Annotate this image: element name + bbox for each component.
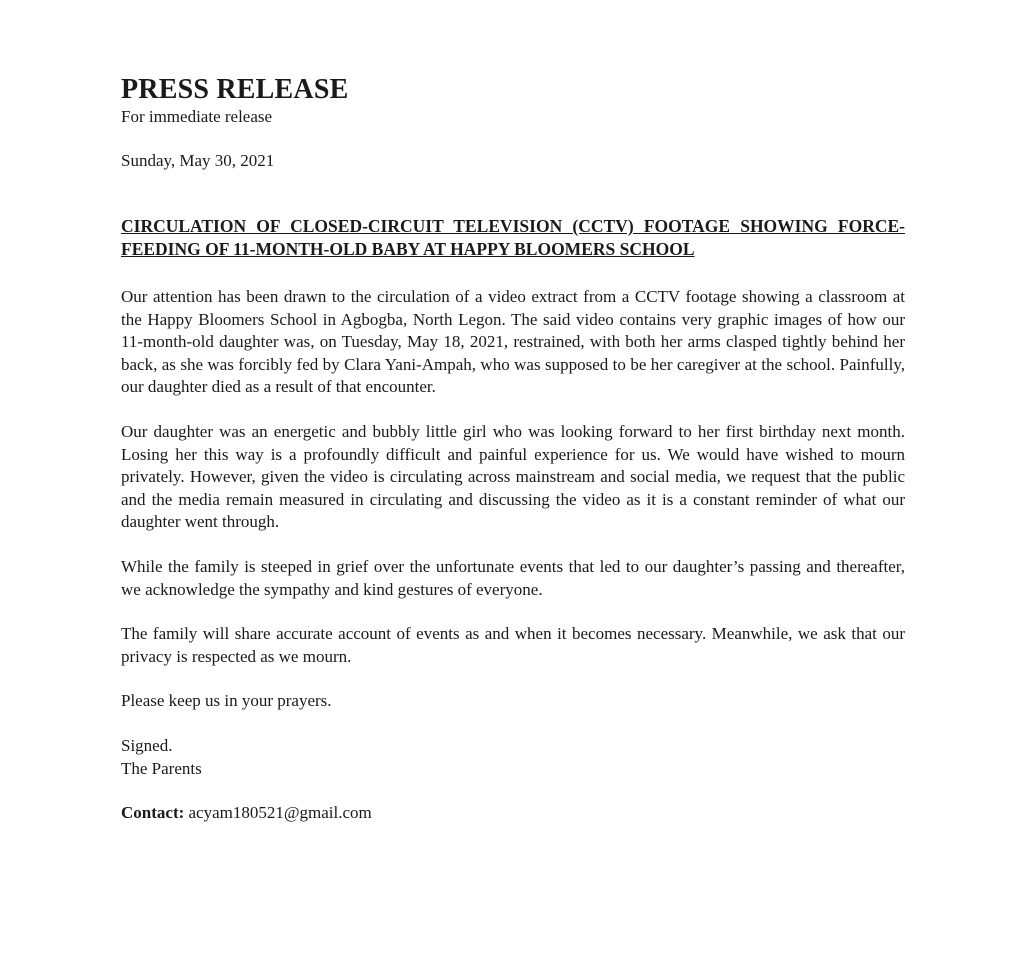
contact-email: acyam180521@gmail.com	[188, 803, 372, 823]
signed-label: Signed.	[121, 735, 173, 755]
press-release-document	[121, 74, 905, 825]
body-paragraph-4: The family will share accurate account of events as and when it becomes necessary. Meanwhile, we ask that our privacy is respected as we mourn.	[121, 624, 905, 666]
body-paragraph-3: While the family is steeped in grief over the unfortunate events that led to our daughter’s passing and thereafter, we acknowledge the sympathy and kind gestures of everyone.	[121, 556, 905, 599]
contact-label: Contact:	[121, 803, 185, 823]
body-paragraph-5: Please keep us in your prayers.	[121, 691, 332, 711]
body-paragraph-1: Our attention has been drawn to the circulation of a video extract from a CCTV footage showing a classroom at the Happy Bloomers School in Agbogba, North Legon. The said video contains very graphic images of how our 11-month-old daughter was, on Tuesday, May 18, 2021, restrained, with both her arms clasped tightly behind her back, as she was forcibly fed by Clara Yani-Ampah, who was supposed to be her caregiver at the school. Painfully, our daughter died as a result of that encounter.	[121, 287, 905, 397]
signature-block	[121, 735, 905, 780]
document-subtitle: For immediate release	[121, 107, 273, 126]
release-date: Sunday, May 30, 2021	[121, 151, 275, 170]
document-title: PRESS RELEASE	[121, 74, 349, 105]
contact-line	[121, 802, 905, 825]
body-paragraph-2: Our daughter was an energetic and bubbly little girl who was looking forward to her first birthday next month. Losing her this way is a profoundly difficult and painful experience for us. We would have wished to mourn privately. However, given the video is circulating across mainstream and social media, we request that the public and the media remain measured in circulating and discussing the video as it is a constant reminder of what our daughter went through.	[121, 421, 905, 532]
release-headline: CIRCULATION OF CLOSED-CIRCUIT TELEVISION (CCTV) FOOTAGE SHOWING FORCE-FEEDING OF 11-MONTH-OLD BABY AT HAPPY BLOOMERS SCHOOL	[121, 216, 905, 259]
signatory: The Parents	[121, 758, 202, 778]
